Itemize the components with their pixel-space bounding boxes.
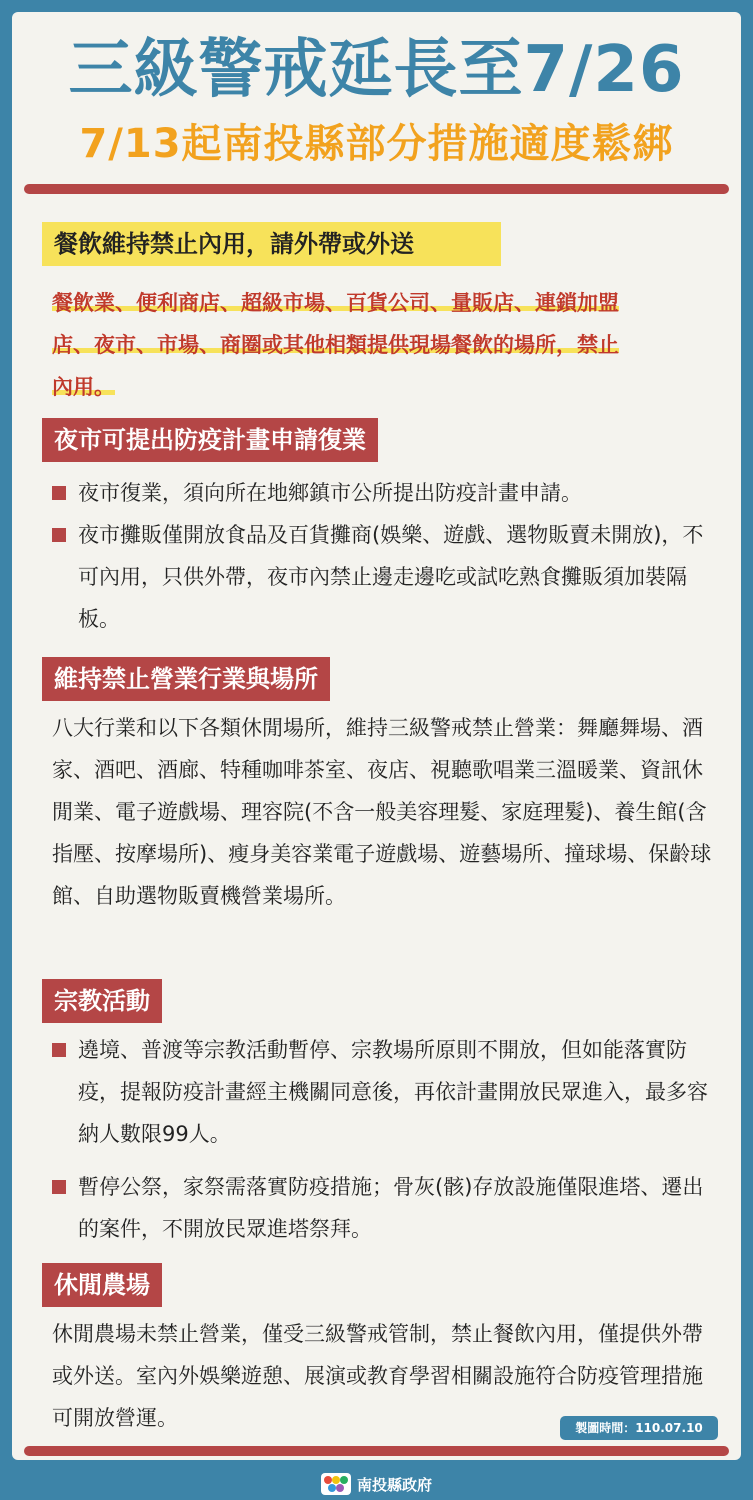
bullet-square-icon (52, 1180, 66, 1194)
bullet-text: 暫停公祭，家祭需落實防疫措施；骨灰(骸)存放設施僅限進塔、遷出的案件，不開放民眾進塔祭拜。 (78, 1175, 704, 1241)
bullet-text: 遶境、普渡等宗教活動暫停、宗教場所原則不開放，但如能落實防疫，提報防疫計畫經主機關同意後，再依計畫開放民眾進入，最多容納人數限99人。 (78, 1038, 708, 1146)
religion-heading: 宗教活動 (42, 979, 162, 1023)
dining-text-line: 內用。 (52, 375, 115, 399)
nantou-county-logo-icon (321, 1473, 351, 1495)
closed-business-text: 八大行業和以下各類休閒場所，維持三級警戒禁止營業：舞廳舞場、酒家、酒吧、酒廊、特種咖啡茶室、夜店、視聽歌唱業三溫暖業、資訊休閒業、電子遊戲場、理容院(不含一般美容理髮、家庭理髮)、養生館(含指壓、按摩場所)、瘦身美容業電子遊戲場、遊藝場所、撞球場、保齡球館、自助選物販賣機營業場所。 (52, 716, 712, 908)
dining-text-line: 店、夜市、市場、商圈或其他相類提供現場餐飲的場所，禁止 (52, 333, 619, 357)
notice-card (12, 12, 741, 1460)
page-subtitle: 7/13起南投縣部分措施適度鬆綁 (79, 121, 674, 167)
bottom-divider (24, 1446, 729, 1456)
top-divider (24, 184, 729, 194)
bullet-square-icon (52, 486, 66, 500)
religion-bullet (52, 1166, 722, 1250)
farm-text: 休閒農場未禁止營業，僅受三級警戒管制，禁止餐飲內用，僅提供外帶或外送。室內外娛樂遊憩、展演或教育學習相關設施符合防疫管理措施可開放營運。 (52, 1322, 703, 1430)
dining-text (52, 282, 720, 408)
dining-heading: 餐飲維持禁止內用，請外帶或外送 (42, 222, 501, 266)
religion-bullet (52, 1029, 722, 1155)
footer (0, 1468, 753, 1500)
night-market-heading: 夜市可提出防疫計畫申請復業 (42, 418, 378, 462)
night-market-bullet (52, 472, 722, 514)
bullet-square-icon (52, 528, 66, 542)
bullet-text: 夜市攤販僅開放食品及百貨攤商(娛樂、遊戲、選物販賣未開放)，不可內用，只供外帶，夜市內禁止邊走邊吃或試吃熟食攤販須加裝隔板。 (78, 523, 704, 631)
page-title: 三級警戒延長至7/26 (68, 33, 685, 107)
date-badge: 製圖時間：110.07.10 (560, 1416, 718, 1440)
footer-org-name: 南投縣政府 (356, 1475, 432, 1494)
bullet-text: 夜市復業，須向所在地鄉鎮市公所提出防疫計畫申請。 (78, 481, 582, 505)
farm-heading: 休閒農場 (42, 1263, 162, 1307)
closed-business-heading: 維持禁止營業行業與場所 (42, 657, 330, 701)
dining-text-line: 餐飲業、便利商店、超級市場、百貨公司、量販店、連鎖加盟 (52, 291, 619, 315)
night-market-bullet (52, 514, 722, 640)
bullet-square-icon (52, 1043, 66, 1057)
